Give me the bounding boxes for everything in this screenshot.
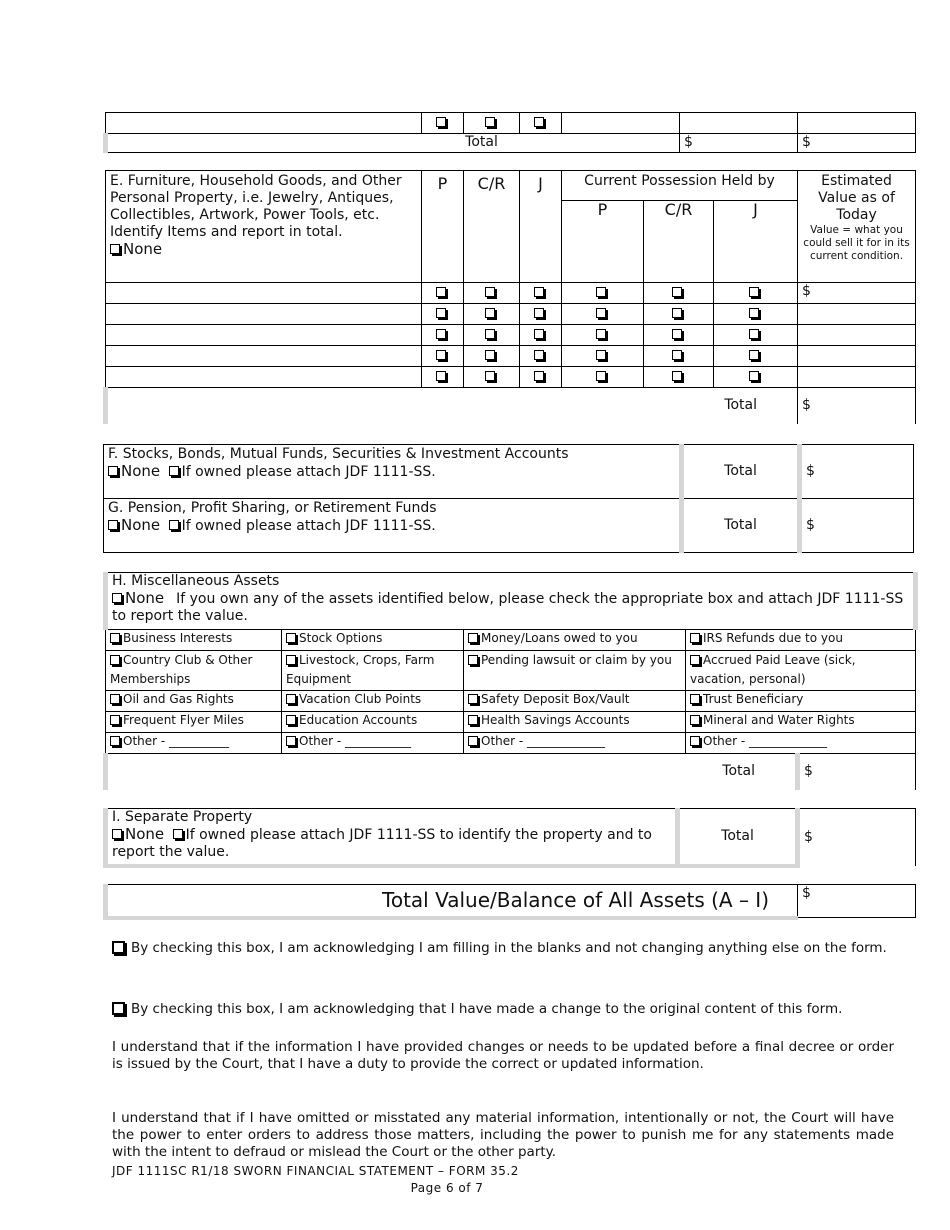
col-p-header: P	[422, 171, 464, 283]
table-row	[106, 304, 916, 325]
poss-j-header: J	[714, 201, 798, 283]
asset-label: Country Club & Other Memberships	[110, 653, 253, 686]
total-label: Total	[106, 134, 680, 153]
col-cr-header: C/R	[464, 171, 520, 283]
checkbox-mineral-water[interactable]	[690, 715, 700, 725]
checkbox-j[interactable]	[534, 287, 544, 297]
ack-change-checkbox[interactable]	[112, 1002, 125, 1015]
col-j-header: J	[520, 171, 562, 283]
none-label: None	[125, 825, 165, 843]
poss-cr-header: C/R	[644, 201, 714, 283]
none-checkbox[interactable]	[112, 829, 122, 839]
section-f-total-field[interactable]: $	[800, 445, 914, 499]
ack-no-change	[112, 940, 894, 957]
checkbox-poss-j[interactable]	[749, 371, 759, 381]
checkbox-cr[interactable]	[485, 350, 495, 360]
ack-no-change-text: By checking this box, I am acknowledging I am filling in the blanks and not changing anything else on the form.	[131, 940, 887, 956]
checkbox-j[interactable]	[534, 371, 544, 381]
checkbox-cr[interactable]	[485, 329, 495, 339]
grand-total-label: Total Value/Balance of All Assets (A – I)	[106, 885, 798, 918]
checkbox-oil-gas[interactable]	[110, 694, 120, 704]
checkbox-p[interactable]	[436, 117, 446, 127]
dollar-field[interactable]: $	[798, 134, 916, 153]
checkbox-j[interactable]	[534, 350, 544, 360]
ack-change-text: By checking this box, I am acknowledging that I have made a change to the original content of this form.	[131, 1001, 843, 1017]
section-h-header	[106, 573, 916, 630]
checkbox-poss-j[interactable]	[749, 308, 759, 318]
section-i-cell	[106, 809, 678, 866]
section-e-total-field[interactable]: $	[798, 388, 916, 424]
omission-paragraph: I understand that if I have omitted or misstated any material information, intentionally or not, the Court will have the power to enter orders to address those matters, including the power to punish me for any statements made with the intent to defraud or mislead the Court or the other party.	[112, 1110, 894, 1160]
none-label: None	[125, 589, 165, 607]
asset-label: Other - _____________	[481, 734, 606, 748]
section-f-total-label: Total	[682, 445, 800, 499]
checkbox-poss-cr[interactable]	[672, 308, 682, 318]
checkbox-trust-beneficiary[interactable]	[690, 694, 700, 704]
checkbox-accrued-leave[interactable]	[690, 655, 700, 665]
asset-label: Other - ___________	[299, 734, 412, 748]
none-label: None	[121, 462, 161, 480]
checkbox-other-4[interactable]	[690, 736, 700, 746]
owned-checkbox[interactable]	[173, 829, 183, 839]
checkbox-irs-refunds[interactable]	[690, 633, 700, 643]
asset-label: Safety Deposit Box/Vault	[481, 692, 630, 706]
value-cell[interactable]	[798, 325, 916, 346]
checkbox-cr[interactable]	[485, 308, 495, 318]
checkbox-p[interactable]	[436, 350, 446, 360]
section-h-total-label: Total	[106, 754, 798, 790]
checkbox-poss-j[interactable]	[749, 287, 759, 297]
checkbox-cr[interactable]	[485, 117, 495, 127]
value-cell[interactable]	[798, 367, 916, 388]
possession-header: Current Possession Held by	[562, 171, 798, 201]
none-label: None	[123, 240, 163, 258]
asset-label: Pending lawsuit or claim by you	[481, 653, 672, 667]
item-description-cell[interactable]	[106, 283, 422, 304]
value-cell[interactable]	[680, 113, 798, 134]
asset-label: Other - __________	[123, 734, 230, 748]
checkbox-poss-p[interactable]	[596, 371, 606, 381]
section-f-title: F. Stocks, Bonds, Mutual Funds, Securities & Investment Accounts	[108, 446, 569, 462]
poss-p-header: P	[562, 201, 644, 283]
value-header	[798, 171, 916, 283]
asset-label: Oil and Gas Rights	[123, 692, 234, 706]
checkbox-poss-p[interactable]	[596, 329, 606, 339]
section-i-title: I. Separate Property	[112, 809, 253, 825]
none-checkbox[interactable]	[110, 244, 120, 254]
checkbox-poss-j[interactable]	[749, 329, 759, 339]
checkbox-p[interactable]	[436, 371, 446, 381]
checkbox-country-club[interactable]	[110, 655, 120, 665]
grand-total-field[interactable]: $	[798, 885, 916, 918]
attach-text: If owned please attach JDF 1111-SS.	[181, 464, 436, 480]
checkbox-stock-options[interactable]	[286, 633, 296, 643]
ack-change	[112, 1001, 894, 1018]
table-row	[106, 346, 916, 367]
value-cell[interactable]	[798, 113, 916, 134]
blank-cell	[562, 113, 680, 134]
table-row	[106, 283, 916, 304]
section-f-cell	[104, 445, 682, 499]
checkbox-education-accounts[interactable]	[286, 715, 296, 725]
checkbox-p[interactable]	[436, 329, 446, 339]
none-label: None	[121, 516, 161, 534]
owned-checkbox[interactable]	[169, 466, 179, 476]
asset-label: Mineral and Water Rights	[703, 713, 855, 727]
asset-label: Education Accounts	[299, 713, 418, 727]
section-i-total-label: Total	[678, 809, 798, 866]
section-e-title: E. Furniture, Household Goods, and Other Personal Property, i.e. Jewelry, Antiques, Collectibles, Artwork, Power Tools, etc. Identify Items and report in total.	[110, 173, 402, 240]
grand-total-table	[103, 884, 916, 920]
asset-label: IRS Refunds due to you	[703, 631, 843, 645]
none-checkbox[interactable]	[108, 520, 118, 530]
table-row	[106, 367, 916, 388]
item-description-cell[interactable]	[106, 325, 422, 346]
value-cell[interactable]	[798, 346, 916, 367]
asset-label: Accrued Paid Leave (sick, vacation, personal)	[690, 653, 856, 686]
asset-label: Business Interests	[123, 631, 233, 645]
checkbox-vacation-club[interactable]	[286, 694, 296, 704]
value-cell[interactable]: $	[798, 283, 916, 304]
form-id: JDF 1111SC R1/18 SWORN FINANCIAL STATEMENT – FORM 35.2	[112, 1164, 519, 1178]
checkbox-money-loans[interactable]	[468, 633, 478, 643]
checkbox-j[interactable]	[534, 308, 544, 318]
item-description-cell[interactable]	[106, 346, 422, 367]
asset-label: Health Savings Accounts	[481, 713, 630, 727]
section-e-header	[106, 171, 422, 283]
section-h-total-field[interactable]: $	[798, 754, 916, 790]
checkbox-pending-lawsuit[interactable]	[468, 655, 478, 665]
asset-label: Other - _____________	[703, 734, 828, 748]
asset-label: Frequent Flyer Miles	[123, 713, 244, 727]
attach-text: If owned please attach JDF 1111-SS.	[181, 518, 436, 534]
checkbox-poss-cr[interactable]	[672, 350, 682, 360]
attach-text: If owned please attach JDF 1111-SS to identify the property and to report the value.	[112, 827, 652, 860]
section-h-table	[103, 572, 918, 790]
section-g-total-label: Total	[682, 499, 800, 553]
checkbox-poss-p[interactable]	[596, 308, 606, 318]
checkbox-poss-p[interactable]	[596, 287, 606, 297]
duty-paragraph: I understand that if the information I have provided changes or needs to be updated before a final decree or order is issued by the Court, that I have a duty to provide the correct or updated information.	[112, 1039, 894, 1072]
item-description-cell[interactable]	[106, 113, 422, 134]
checkbox-poss-p[interactable]	[596, 350, 606, 360]
checkbox-poss-cr[interactable]	[672, 329, 682, 339]
page-number: Page 6 of 7	[410, 1181, 484, 1195]
ack-no-change-checkbox[interactable]	[112, 941, 125, 954]
checkbox-other-1[interactable]	[110, 736, 120, 746]
checkbox-poss-cr[interactable]	[672, 371, 682, 381]
value-header-title: Estimated Value as of Today	[818, 173, 895, 223]
checkbox-business-interests[interactable]	[110, 633, 120, 643]
section-g-cell	[104, 499, 682, 553]
dollar-field[interactable]: $	[680, 134, 798, 153]
checkbox-j[interactable]	[534, 117, 544, 127]
checkbox-livestock[interactable]	[286, 655, 296, 665]
section-e-total-label: Total	[106, 388, 798, 424]
checkbox-p[interactable]	[436, 287, 446, 297]
previous-section-table	[103, 112, 916, 153]
section-g-total-field[interactable]: $	[800, 499, 914, 553]
section-i-table	[103, 808, 916, 868]
section-i-total-field[interactable]: $	[798, 809, 916, 866]
checkbox-cr[interactable]	[485, 287, 495, 297]
value-cell[interactable]	[798, 304, 916, 325]
checkbox-frequent-flyer[interactable]	[110, 715, 120, 725]
section-e-table	[103, 170, 916, 424]
owned-checkbox[interactable]	[169, 520, 179, 530]
checkbox-p[interactable]	[436, 308, 446, 318]
checkbox-poss-cr[interactable]	[672, 287, 682, 297]
asset-label: Trust Beneficiary	[703, 692, 804, 706]
checkbox-other-2[interactable]	[286, 736, 296, 746]
table-row	[106, 325, 916, 346]
asset-label: Livestock, Crops, Farm Equipment	[286, 653, 435, 686]
checkbox-health-savings[interactable]	[468, 715, 478, 725]
checkbox-cr[interactable]	[485, 371, 495, 381]
section-fg-table	[103, 444, 914, 553]
checkbox-j[interactable]	[534, 329, 544, 339]
checkbox-other-3[interactable]	[468, 736, 478, 746]
checkbox-poss-j[interactable]	[749, 350, 759, 360]
none-checkbox[interactable]	[112, 593, 122, 603]
asset-label: Money/Loans owed to you	[481, 631, 638, 645]
none-checkbox[interactable]	[108, 466, 118, 476]
section-h-title: H. Miscellaneous Assets	[112, 573, 280, 589]
section-h-instruction: If you own any of the assets identified below, please check the appropriate box and attach JDF 1111-SS to report the value.	[112, 591, 904, 624]
item-description-cell[interactable]	[106, 304, 422, 325]
asset-label: Stock Options	[299, 631, 383, 645]
item-description-cell[interactable]	[106, 367, 422, 388]
asset-label: Vacation Club Points	[299, 692, 422, 706]
section-g-title: G. Pension, Profit Sharing, or Retirement Funds	[108, 500, 437, 516]
value-header-note: Value = what you could sell it for in its current condition.	[803, 224, 910, 262]
checkbox-safety-deposit[interactable]	[468, 694, 478, 704]
